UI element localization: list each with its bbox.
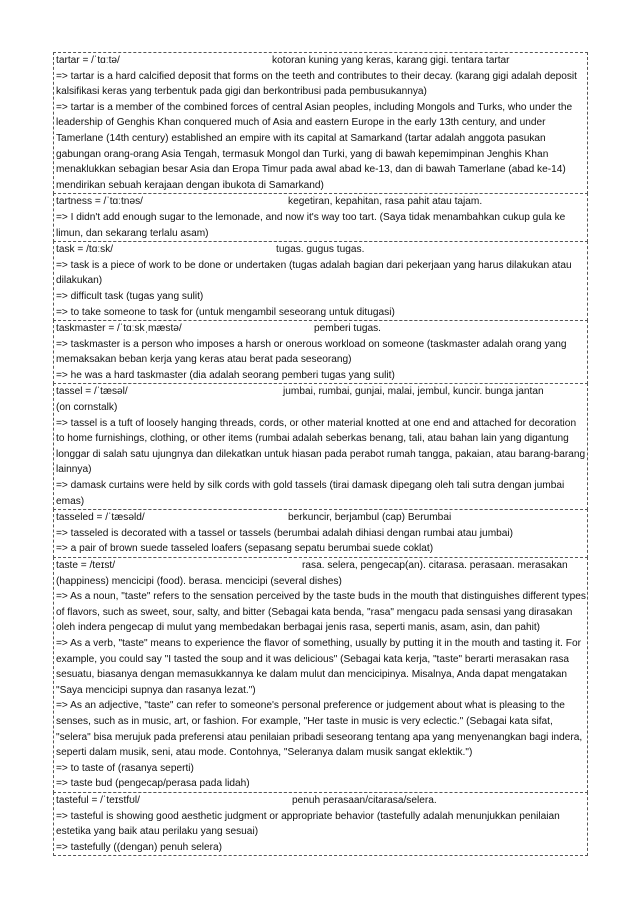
entry-term: taste = /teɪst/: [56, 560, 116, 571]
entry-line: => tastefully ((dengan) penuh selera): [56, 841, 223, 853]
entry-gloss: tugas. gugus tugas.: [276, 244, 365, 256]
entry-gloss: kotoran kuning yang keras, karang gigi. tentara tartar: [272, 55, 510, 66]
entry-gloss: pemberi tugas.: [314, 323, 381, 335]
entry-head: [56, 510, 586, 526]
entry-term: tartness = /ˈtɑːtnəs/: [56, 196, 143, 208]
entry-tartness: [53, 193, 588, 242]
entry-line: => to taste of (rasanya seperti): [56, 762, 194, 774]
entry-gloss: penuh perasaan/citarasa/selera.: [292, 794, 437, 806]
entry-line: => a pair of brown suede tasseled loafers (sepasang sepatu berumbai suede coklat): [56, 543, 434, 555]
entry-line: => tasseled is decorated with a tassel or tassels (berumbai adalah dihiasi dengan rumbai atau jumbai): [56, 527, 514, 539]
entry-term: tartar = /ˈtɑːtə/: [56, 55, 120, 66]
entry-term: tassel = /ˈtæsəl/: [56, 386, 128, 398]
entry-line: => As a verb, "taste" means to experience the flavor of something, usually by putting it in the mouth and tasting it. For example, you could say "I tasted the soup and it was delicious" (Sebagai kata kerja, "taste" berarti merasakan rasa sesuatu, biasanya dengan memasukkannya ke dalam mulut dan mencicipinya. Misalnya, Anda dapat mengatakan "Saya mencicipi supnya dan rasanya lezat."): [56, 637, 581, 696]
entry-gloss: rasa. selera, pengecap(an). citarasa. perasaan. merasakan: [302, 560, 568, 571]
entry-head: [56, 194, 586, 210]
entry-line: => tassel is a tuft of loosely hanging threads, cords, or other material knotted at one end and attached for decoration to home furnishings, clothing, or other items (rumbai adalah seberkas benang, tali, atau bahan lain yang digantung longgar di salah satu ujungnya dan dilekatkan untuk hiasan pada perabot rumah tangga, pakaian, atau barang-barang lainnya): [56, 417, 586, 476]
entry-line: => taskmaster is a person who imposes a harsh or onerous workload on someone (taskmaster adalah orang yang memaksakan beban kerja yang keras atau berat pada seseorang): [56, 338, 567, 366]
entry-taskmaster: [53, 320, 588, 384]
entry-head: [56, 321, 586, 337]
entry-tassel: [53, 383, 588, 510]
entry-gloss: kegetiran, kepahitan, rasa pahit atau tajam.: [288, 196, 483, 208]
dictionary-document: [53, 52, 588, 856]
entry-line: => he was a hard taskmaster (dia adalah seorang pemberi tugas yang sulit): [56, 369, 395, 381]
entry-tasseled: [53, 509, 588, 558]
entry-head: [56, 53, 586, 69]
entry-gloss: jumbai, rumbai, gunjai, malai, jembul, kuncir. bunga jantan: [283, 386, 544, 398]
entry-line: (happiness) mencicipi (food). berasa. mencicipi (several dishes): [56, 575, 342, 587]
entry-line: (on cornstalk): [56, 402, 118, 414]
entry-head: [56, 793, 586, 809]
entry-taste: [53, 557, 588, 793]
entry-head: [56, 384, 586, 400]
entry-gloss: berkuncir, berjambul (cap) Berumbai: [288, 512, 452, 524]
entry-line: => As an adjective, "taste" can refer to someone's personal preference or judgement about what is pleasing to the senses, such as in music, art, or fashion. For example, "Her taste in music is very eclectic." (Sebagai kata sifat, "selera" bisa merujuk pada preferensi atau penilaian pribadi seseorang tentang apa yang menyenangkan bagi indera, seperti dalam musik, seni, atau mode. Contohnya, "Seleranya dalam musik sangat eklektik."): [56, 700, 583, 759]
entry-line: => to take someone to task for (untuk mengambil seseorang untuk ditugasi): [56, 306, 395, 318]
entry-line: => damask curtains were held by silk cords with gold tassels (tirai damask dipegang oleh tali sutra dengan jumbai emas): [56, 480, 565, 507]
entry-head: [56, 242, 586, 258]
entry-term: tasteful = /ˈteɪstfʊl/: [56, 794, 140, 806]
entry-line: => taste bud (pengecap/perasa pada lidah): [56, 778, 250, 790]
entry-line: => I didn't add enough sugar to the lemonade, and now it's way too tart. (Saya tidak menambahkan cukup gula ke limun, dan sekarang terlalu asam): [56, 211, 566, 239]
entry-task: [53, 241, 588, 321]
entry-line: => As a noun, "taste" refers to the sensation perceived by the taste buds in the mouth that distinguishes different types of flavors, such as sweet, sour, salty, and bitter (Sebagai kata benda, "rasa" mengacu pada sensasi yang dirasakan oleh indera pengecap di mulut yang membedakan berbagai jenis rasa, seperti manis, asam, asin, dan pahit): [56, 591, 586, 634]
entry-term: task = /tɑːsk/: [56, 244, 114, 256]
entry-head: [56, 558, 586, 574]
entry-line: => tartar is a hard calcified deposit that forms on the teeth and contributes to their decay. (karang gigi adalah deposit kalsifikasi keras yang terbentuk pada gigi dan berkontribusi pada pembusukannya): [56, 70, 577, 98]
entry-line: => task is a piece of work to be done or undertaken (tugas adalah bagian dari pekerjaan yang harus dilakukan atau dilakukan): [56, 259, 572, 287]
entry-term: taskmaster = /ˈtɑːskˌmæstə/: [56, 323, 182, 335]
entry-line: => tartar is a member of the combined forces of central Asian peoples, including Mongols and Turks, who under the leadership of Genghis Khan conquered much of Asia and eastern Europe in the early 13th century, and under Tamerlane (14th century) established an empire with its capital at Samarkand (tartar adalah anggota pasukan gabungan orang-orang Asia Tengah, termasuk Mongol dan Turki, yang di bawah kepemimpinan Jenghis Khan menaklukkan sebagian besar Asia dan Eropa Timur pada awal abad ke-13, dan di bawah Tamerlane (abad ke-14) mendirikan sebuah kerajaan dengan ibukota di Samarkand): [56, 101, 573, 191]
entry-term: tasseled = /ˈtæsəld/: [56, 512, 145, 524]
entry-tasteful: [53, 792, 588, 856]
entry-line: => tasteful is showing good aesthetic judgment or appropriate behavior (tastefully adalah menunjukkan penilaian estetika yang baik atau perilaku yang sesuai): [56, 810, 560, 838]
entry-line: => difficult task (tugas yang sulit): [56, 290, 204, 302]
entry-tartar: [53, 52, 588, 194]
